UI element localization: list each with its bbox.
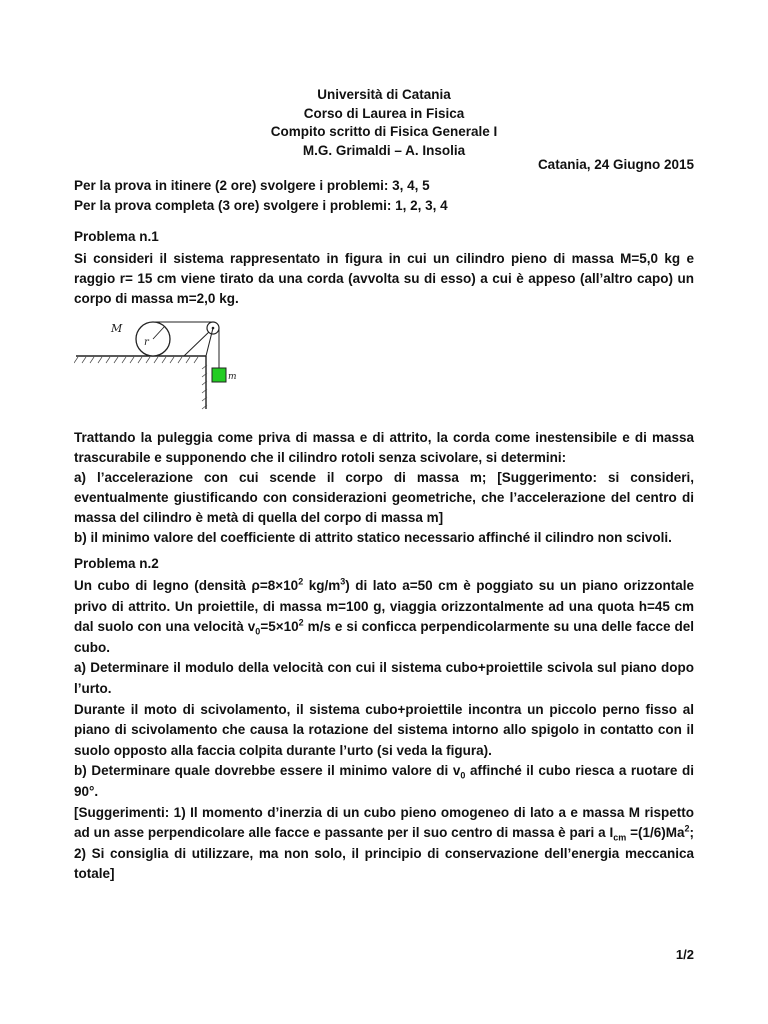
problem-2-intro: Un cubo di legno (densità $\rho=8\times 10^2$ $kg/m^3$) di lato a=50 cm è poggiato su un piano orizzontale privo di attrito. Un proiettile, di massa m=100 g, viaggia orizzontalmente ad una quota h=45 cm dal suolo con una velocità $v_0=5\times 10^2$ m/s e si conficca perpendicolarmente su una delle facce del cubo. bbox=[74, 576, 694, 655]
table-hatching bbox=[74, 357, 207, 409]
problem-1-body bbox=[74, 428, 694, 548]
exam-date: Catania, 24 Giugno 2015 bbox=[537, 157, 694, 172]
page-number: 1/2 bbox=[675, 947, 694, 962]
problem-1-intro bbox=[74, 249, 694, 309]
problem-2-question-b: b) Determinare quale dovrebbe essere il minimo valore di $v_0$ affinché il cubo riesca a ruotare di 90°. bbox=[74, 763, 694, 799]
instructions bbox=[74, 176, 694, 216]
document-header bbox=[74, 86, 694, 160]
problem-2-hints: [Suggerimenti: 1) Il momento d’inerzia di un cubo pieno omogeneo di lato a e massa M rispetto ad un asse perpendicolare alle facce e passante per il suo centro di massa è pari a $I_{cm} =(1/6)Ma^2$; 2) Si consiglia di utilizzare, ma non solo, il principio di conservazione dell’energia meccanica totale] bbox=[74, 804, 694, 882]
exam-title: Compito scritto di Fisica Generale I bbox=[270, 124, 498, 139]
problem-1-figure bbox=[74, 317, 254, 422]
radius-label: r bbox=[144, 337, 149, 348]
mass-m-label: m bbox=[228, 372, 237, 382]
problem-2-middle: Durante il moto di scivolamento, il sistema cubo+proiettile incontra un piccolo perno fisso al piano di scivolamento che causa la rotazione del sistema intorno allo spigolo in contatto con il suolo opposto alla faccia colpita durante l’urto (si veda la figura). bbox=[74, 701, 694, 758]
university-name: Università di Catania bbox=[317, 87, 451, 102]
problem-2-body bbox=[74, 576, 694, 885]
instructions-line-2: Per la prova completa (3 ore) svolgere i problemi: 1, 2, 3, 4 bbox=[74, 198, 448, 213]
problem-1-intro-text: Si consideri il sistema rappresentato in figura in cui un cilindro pieno di massa M=5,0 kg e raggio r= 15 cm viene tirato da una corda (avvolta su di esso) a cui è appeso (all’altro capo) un corpo di massa m=2,0 kg. bbox=[74, 251, 694, 306]
instructions-line-1: Per la prova in itinere (2 ore) svolgere i problemi: 3, 4, 5 bbox=[74, 178, 430, 193]
course-name: Corso di Laurea in Fisica bbox=[303, 105, 465, 121]
cylinder-pulley-diagram bbox=[74, 317, 254, 417]
problem-2-title: Problema n.2 bbox=[74, 556, 159, 571]
problem-1-statement: Trattando la puleggia come priva di massa e di attrito, la corda come inestensibile e di massa trascurabile e supponendo che il cilindro rotoli senza scivolare, si determini: bbox=[74, 430, 694, 465]
problem-1-question-a: a) l’accelerazione con cui scende il corpo di massa m; [Suggerimento: si consideri, eventualmente giustificando con considerazioni geometriche, che l’accelerazione del centro di massa del cilindro è metà di quella del corpo di massa m] bbox=[74, 470, 694, 525]
hanging-mass-block bbox=[212, 368, 226, 382]
problem-1-question-b: b) il minimo valore del coefficiente di attrito statico necessario affinché il cilindro non scivoli. bbox=[74, 530, 672, 545]
mass-M-label: M bbox=[111, 322, 123, 335]
problem-1-title: Problema n.1 bbox=[74, 229, 159, 244]
authors: M.G. Grimaldi – A. Insolia bbox=[302, 142, 466, 158]
problem-2-question-a: a) Determinare il modulo della velocità con cui il sistema cubo+proiettile scivola sul piano dopo l’urto. bbox=[74, 660, 694, 696]
